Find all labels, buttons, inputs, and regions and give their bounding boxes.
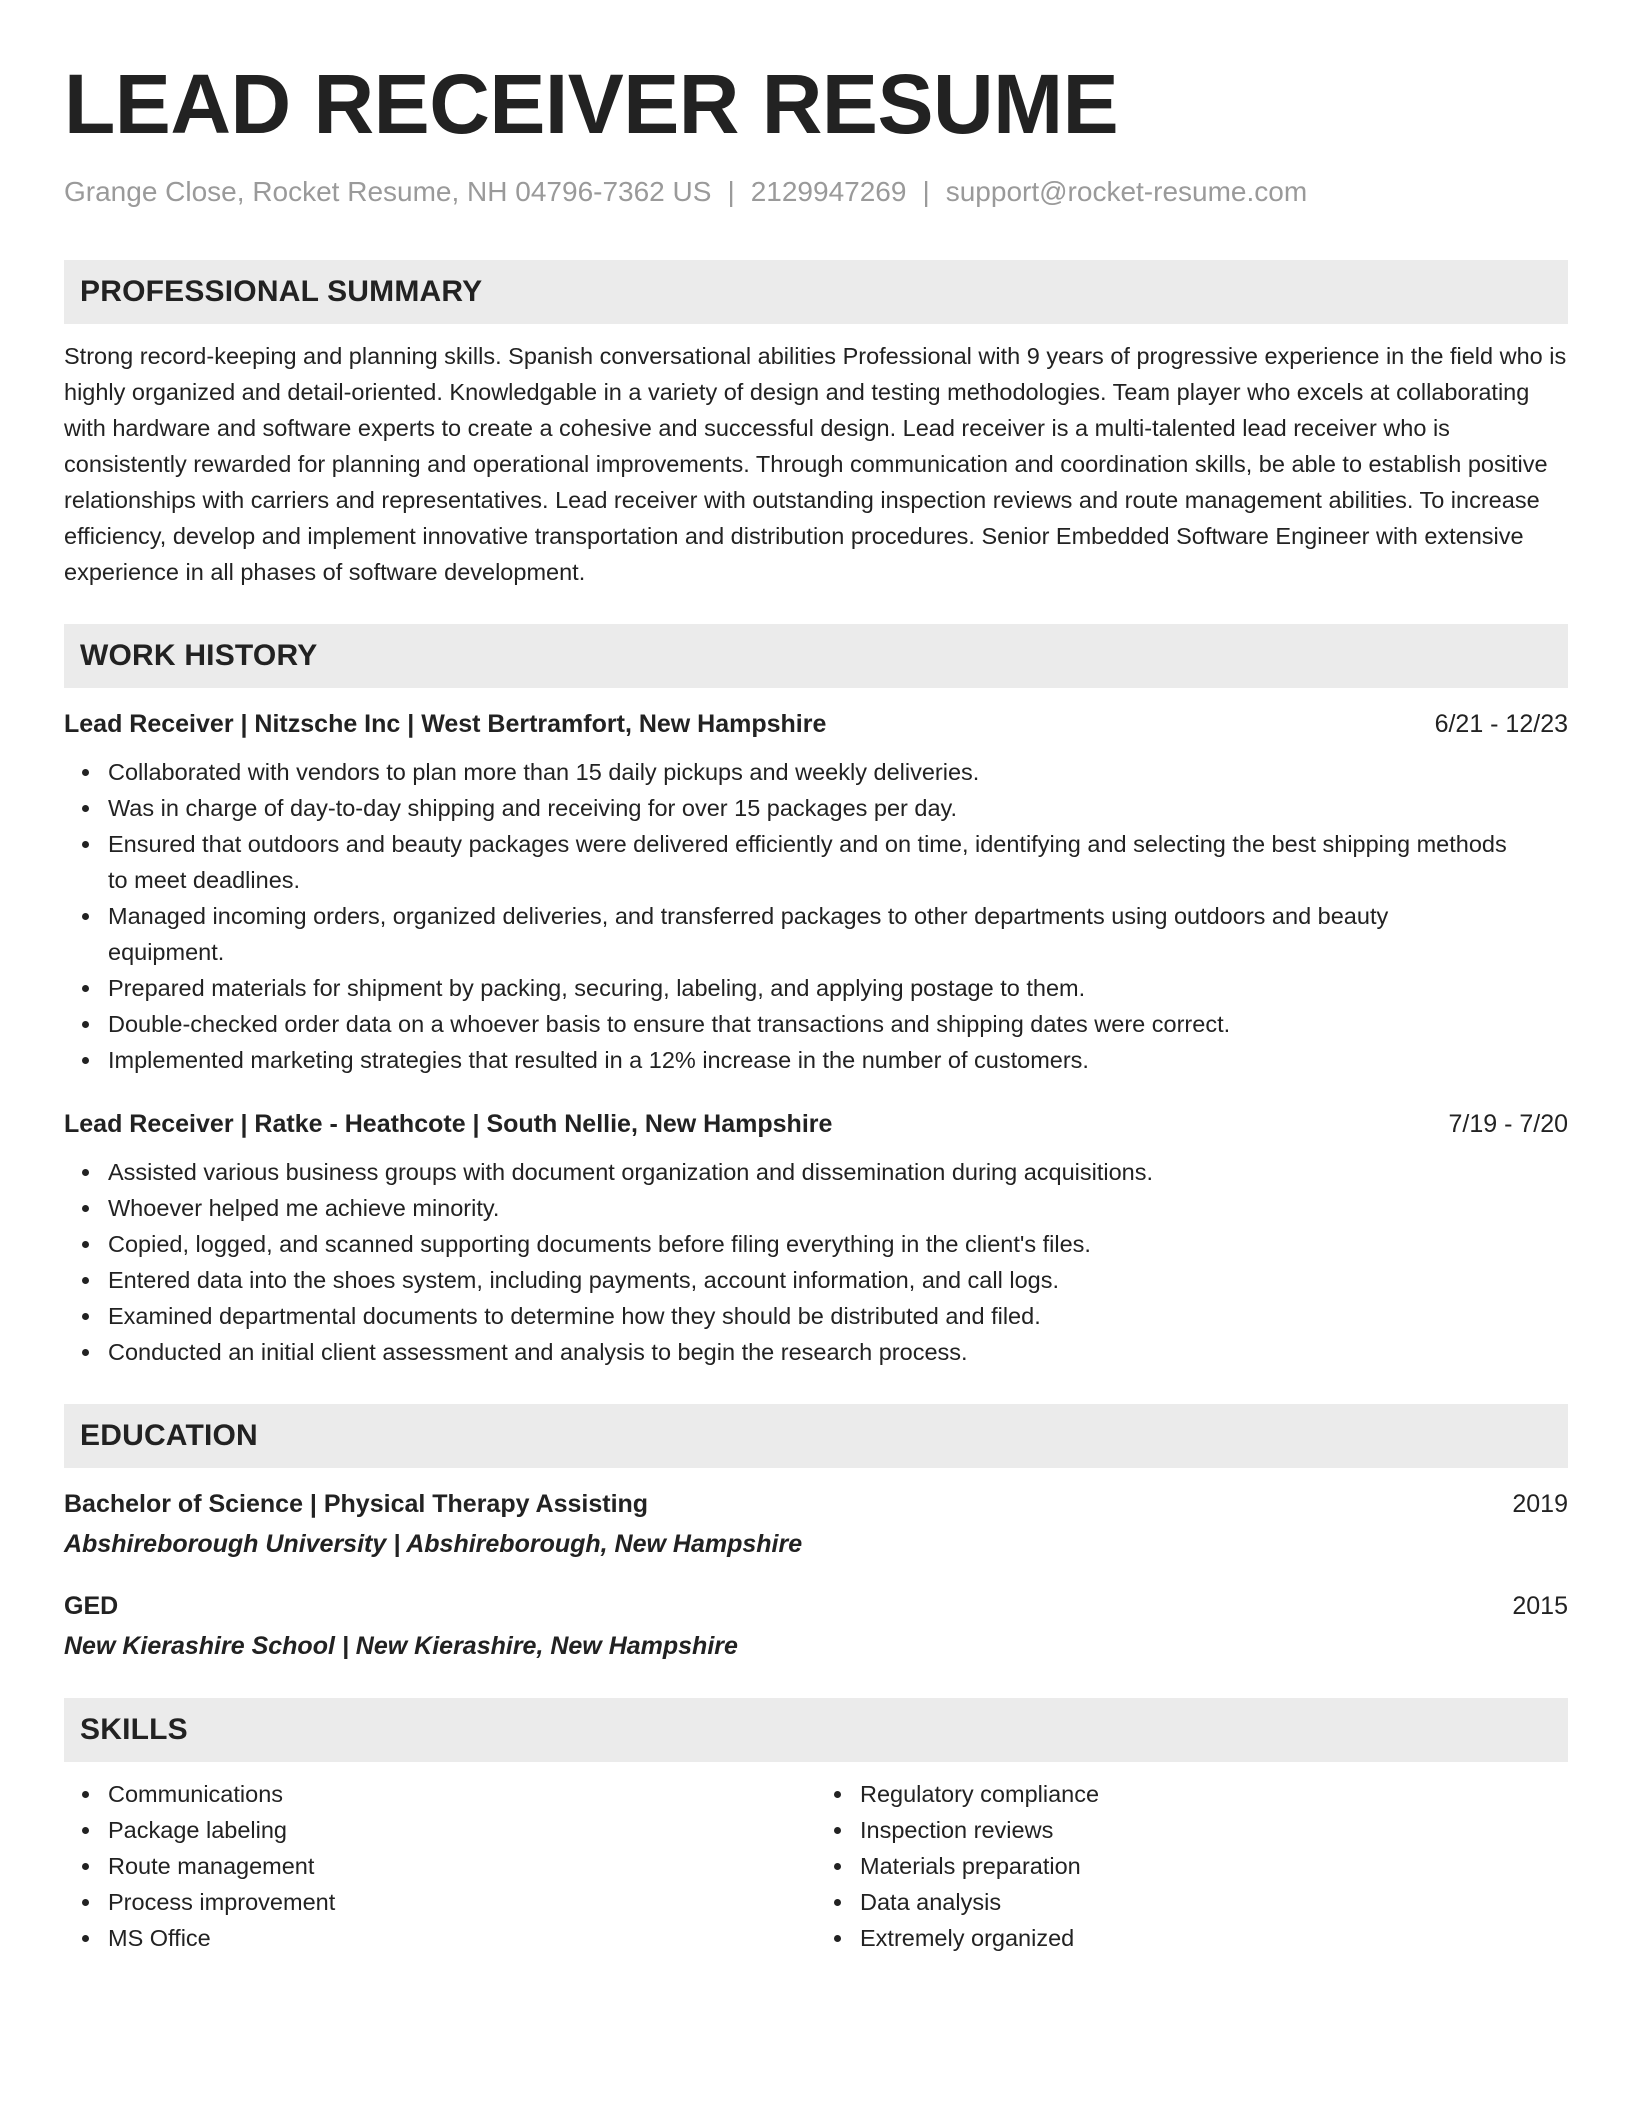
- skill-item: Process improvement: [108, 1884, 816, 1920]
- job-entry: [64, 706, 1568, 1078]
- skills-column-left: [64, 1776, 816, 1956]
- job-bullet: Entered data into the shoes system, including payments, account information, and call logs.: [108, 1262, 1568, 1298]
- section-header-summary: PROFESSIONAL SUMMARY: [64, 260, 1568, 324]
- contact-separator: |: [727, 176, 735, 207]
- job-title: Lead Receiver | Nitzsche Inc | West Bertramfort, New Hampshire: [64, 710, 827, 738]
- contact-phone: 2129947269: [750, 176, 907, 207]
- job-bullet: Copied, logged, and scanned supporting documents before filing everything in the client's files.: [108, 1226, 1568, 1262]
- skill-item: Data analysis: [860, 1884, 1568, 1920]
- education-year: 2019: [1512, 1490, 1568, 1518]
- resume-title: LEAD RECEIVER RESUME: [64, 57, 1119, 151]
- job-bullet: Was in charge of day-to-day shipping and receiving for over 15 packages per day.: [108, 790, 1568, 826]
- job-header: [64, 1106, 1568, 1142]
- job-bullet: Prepared materials for shipment by packing, securing, labeling, and applying postage to them.: [108, 970, 1568, 1006]
- job-bullets: [64, 754, 1568, 1078]
- section-header-work-history: WORK HISTORY: [64, 624, 1568, 688]
- job-dates: 7/19 - 7/20: [1448, 1110, 1568, 1138]
- skill-item: Package labeling: [108, 1812, 816, 1848]
- skill-item: Inspection reviews: [860, 1812, 1568, 1848]
- contact-address: Grange Close, Rocket Resume, NH 04796-7362 US: [64, 176, 712, 207]
- skills-list: [64, 1776, 1568, 1956]
- section-header-education: EDUCATION: [64, 1404, 1568, 1468]
- job-bullet: Implemented marketing strategies that resulted in a 12% increase in the number of customers.: [108, 1042, 1568, 1078]
- job-entry: [64, 1106, 1568, 1370]
- skill-item: Route management: [108, 1848, 816, 1884]
- education-school: Abshireborough University | Abshireborough, New Hampshire: [64, 1530, 803, 1558]
- education-school: New Kierashire School | New Kierashire, New Hampshire: [64, 1632, 738, 1660]
- job-bullet: Collaborated with vendors to plan more than 15 daily pickups and weekly deliveries.: [108, 754, 1568, 790]
- contact-line: [64, 174, 1568, 210]
- skill-item: Communications: [108, 1776, 816, 1812]
- job-dates: 6/21 - 12/23: [1434, 710, 1568, 738]
- education-year: 2015: [1512, 1592, 1568, 1620]
- education-entry: [64, 1588, 1568, 1664]
- section-header-skills: SKILLS: [64, 1698, 1568, 1762]
- job-bullet: Whoever helped me achieve minority.: [108, 1190, 1568, 1226]
- education-degree: GED: [64, 1592, 119, 1620]
- job-bullet: Assisted various business groups with document organization and dissemination during acquisitions.: [108, 1154, 1568, 1190]
- education-header: [64, 1588, 1568, 1624]
- job-bullet: Managed incoming orders, organized deliveries, and transferred packages to other departments using outdoors and beauty equipment.: [108, 898, 1568, 970]
- skill-item: MS Office: [108, 1920, 816, 1956]
- contact-email: support@rocket-resume.com: [945, 176, 1308, 207]
- skill-item: Regulatory compliance: [860, 1776, 1568, 1812]
- job-bullet: Ensured that outdoors and beauty packages were delivered efficiently and on time, identifying and selecting the best shipping methods to meet deadlines.: [108, 826, 1568, 898]
- skill-item: Extremely organized: [860, 1920, 1568, 1956]
- job-title: Lead Receiver | Ratke - Heathcote | South Nellie, New Hampshire: [64, 1110, 833, 1138]
- job-bullet: Conducted an initial client assessment and analysis to begin the research process.: [108, 1334, 1568, 1370]
- contact-separator: |: [922, 176, 930, 207]
- skills-column-right: [816, 1776, 1568, 1956]
- education-header: [64, 1486, 1568, 1522]
- education-entry: [64, 1486, 1568, 1562]
- job-bullet: Examined departmental documents to determine how they should be distributed and filed.: [108, 1298, 1568, 1334]
- job-header: [64, 706, 1568, 742]
- summary-text: Strong record-keeping and planning skills. Spanish conversational abilities Professional with 9 years of progressive experience in the field who is highly organized and detail-oriented. Knowledgable in a variety of design and testing methodologies. Team player who excels at collaborating with hardware and software experts to create a cohesive and successful design. Lead receiver is a multi-talented lead receiver who is consistently rewarded for planning and operational improvements. Through communication and coordination skills, be able to establish positive relationships with carriers and representatives. Lead receiver with outstanding inspection reviews and route management abilities. To increase efficiency, develop and implement innovative transportation and distribution procedures. Senior Embedded Software Engineer with extensive experience in all phases of software development.: [64, 343, 1567, 585]
- skill-item: Materials preparation: [860, 1848, 1568, 1884]
- education-degree: Bachelor of Science | Physical Therapy Assisting: [64, 1490, 649, 1518]
- job-bullet: Double-checked order data on a whoever basis to ensure that transactions and shipping dates were correct.: [108, 1006, 1568, 1042]
- job-bullets: [64, 1154, 1568, 1370]
